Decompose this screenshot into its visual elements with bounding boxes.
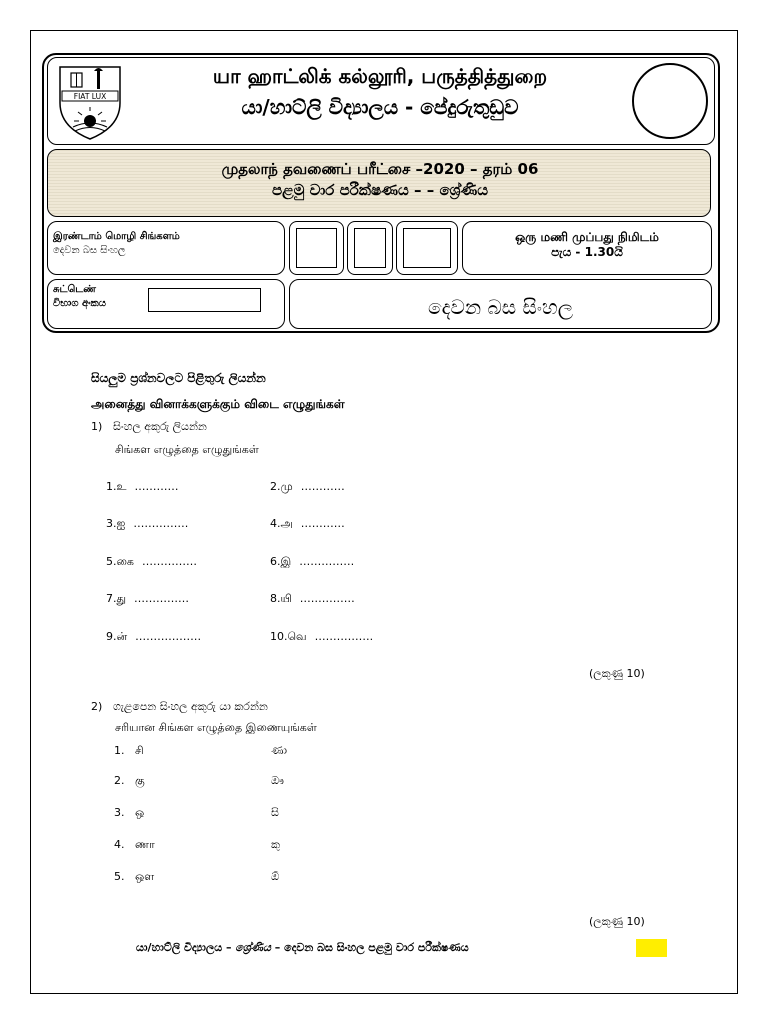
q1-item xyxy=(270,592,355,607)
q1-item-label: 7.து xyxy=(106,592,127,605)
footer-text xyxy=(136,941,469,955)
q2-sinhala-letter: ණා xyxy=(271,744,287,757)
exam-title-tamil: முதலாந் தவணைப் பரீட்சை –2020 – தரம் 06 xyxy=(221,160,539,178)
q1-answer-line[interactable]: ……………. xyxy=(314,630,374,643)
q2-item-number: 1. xyxy=(114,744,125,757)
q1-title-tamil: சிங்கள எழுத்தை எழுதுங்கள் xyxy=(115,443,259,456)
time-sinhala: පැය - 1.30යි xyxy=(551,245,623,259)
q1-answer-line[interactable]: …………… xyxy=(133,517,189,530)
highlight-marker xyxy=(636,939,667,957)
q2-tamil-letter: ணா xyxy=(135,838,155,851)
q1-item xyxy=(106,517,188,532)
time-tamil: ஒரு மணி முப்பது நிமிடம் xyxy=(515,230,659,244)
q2-marks: (ලකුණු 10) xyxy=(589,915,645,928)
q1-item-label: 10.வெ xyxy=(270,630,307,643)
school-name-sinhala: යා/හාට්ලි විද්‍යාලය - පේදුරුතුඩුව xyxy=(241,95,519,119)
q1-answer-line[interactable]: ………… xyxy=(300,517,345,530)
q2-title-tamil: சரியான சிங்கள எழுத்தை இணையுங்கள் xyxy=(115,721,317,734)
q1-number: 1) xyxy=(91,420,103,433)
q1-item xyxy=(106,630,201,645)
q1-item-label: 9.ன் xyxy=(106,630,128,643)
q1-item xyxy=(106,592,189,607)
q1-item-label: 6.இ xyxy=(270,555,292,568)
exam-title-sinhala: පළමු වාර පරීක්ෂණය – – ශ්‍රේණිය xyxy=(271,181,489,199)
score-box-2 xyxy=(347,221,393,275)
q1-item-label: 2.மு xyxy=(270,480,293,493)
q2-sinhala-letter: කු xyxy=(271,838,280,851)
q1-item-label: 8.யி xyxy=(270,592,292,605)
index-label-sinhala: විභාග අංකය xyxy=(53,298,106,309)
footer-rest: – දෙවන බස සිංහල පළමු වාර පරීක්ෂණය xyxy=(270,941,469,954)
school-name-tamil: யா ஹாட்லிக் கல்லூரி, பருத்தித்துறை xyxy=(212,64,548,88)
instruction-sinhala: සියලුම ප්‍රශ්නවලට පිළිතුරු ලියන්න xyxy=(91,371,266,385)
q1-answer-line[interactable]: ………… xyxy=(300,480,345,493)
school-crest-icon xyxy=(55,63,125,141)
q1-item-label: 5.கை xyxy=(106,555,134,568)
q1-answer-line[interactable]: …………… xyxy=(141,555,197,568)
q2-item-number: 3. xyxy=(114,806,125,819)
q2-tamil-letter: ஒள xyxy=(135,870,155,883)
q2-sinhala-letter: ඕ xyxy=(271,870,280,883)
q1-answer-line[interactable]: …………… xyxy=(299,592,355,605)
q2-item-number: 5. xyxy=(114,870,125,883)
footer-grade: ශ්‍රේණිය xyxy=(235,941,271,954)
subject-sinhala: දෙවන බස සිංහල xyxy=(53,245,126,256)
subject-title: දෙවන බස සිංහල xyxy=(428,295,573,319)
q2-item-number: 2. xyxy=(114,774,125,787)
q1-item xyxy=(270,517,345,532)
q1-item xyxy=(270,630,373,645)
q2-title-sinhala: ගැළපෙන සිංහල අකුරු යා කරන්න xyxy=(113,700,268,713)
q1-title-sinhala: සිංහල අකුරු ලියන්න xyxy=(113,420,207,433)
subject-tamil: இரண்டாம் மொழி சிங்களம் xyxy=(53,231,180,242)
q2-number: 2) xyxy=(91,700,103,713)
q1-marks: (ලකුණු 10) xyxy=(589,667,645,680)
q1-answer-line[interactable]: …………… xyxy=(134,592,190,605)
q2-item-number: 4. xyxy=(114,838,125,851)
q1-answer-line[interactable]: ……………… xyxy=(135,630,202,643)
instruction-tamil: அனைத்து வினாக்களுக்கும் விடை எழுதுங்கள் xyxy=(91,397,345,411)
q1-item xyxy=(270,555,354,570)
q1-item-label: 3.ஐ xyxy=(106,517,126,530)
q2-tamil-letter: ஒ xyxy=(135,806,145,819)
crest-motto: FIAT LUX xyxy=(73,92,107,101)
footer-school: යා/හාට්ලි විද්‍යාලය – xyxy=(136,941,236,954)
index-number-field[interactable] xyxy=(148,288,261,312)
q1-item xyxy=(270,480,345,495)
q1-answer-line[interactable]: …………… xyxy=(299,555,355,568)
marks-circle xyxy=(632,63,708,139)
q1-item-label: 4.அ xyxy=(270,517,293,530)
score-box-3 xyxy=(396,221,458,275)
q2-tamil-letter: கு xyxy=(135,774,145,787)
q1-item-label: 1.உ xyxy=(106,480,127,493)
q2-sinhala-letter: සි xyxy=(271,806,279,819)
q1-item xyxy=(106,555,197,570)
q1-item xyxy=(106,480,178,495)
q2-tamil-letter: சி xyxy=(135,744,144,757)
q2-sinhala-letter: ඖ xyxy=(271,774,284,787)
q1-answer-line[interactable]: ………… xyxy=(134,480,179,493)
index-label-tamil: சுட்டெண் xyxy=(53,284,96,295)
score-box-1 xyxy=(289,221,344,275)
